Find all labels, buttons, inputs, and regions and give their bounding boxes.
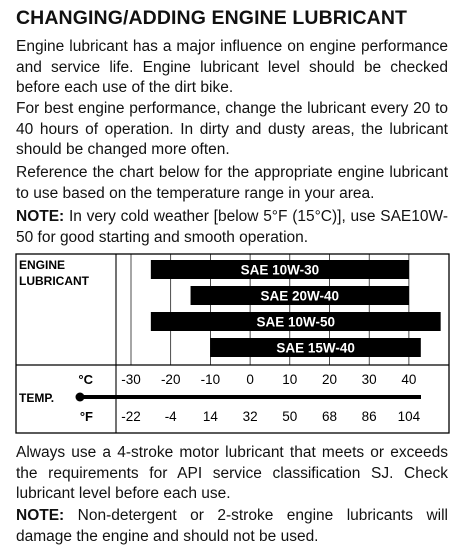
paragraph-lubricant-influence: Engine lubricant has a major influence on engine performance and service life. Engine lubricant level should be checked before each use of the dirt bike. (16, 38, 448, 96)
note-text: In very cold weather [below 5°F (15°C)], use SAE10W-50 for good starting and smooth operation. (16, 208, 448, 246)
celsius-tick: -20 (160, 372, 181, 387)
fahrenheit-tick: -4 (164, 409, 177, 424)
chart-axis (76, 372, 422, 424)
paragraph-api-classification: Always use a 4-stroke motor lubricant that meets or exceeds the requirements for API service classification SJ. Check lubricant level before each use. (16, 444, 448, 502)
lubricant-bar-label: SAE 10W-50 (256, 314, 336, 330)
celsius-tick: 0 (246, 372, 254, 387)
celsius-tick: -30 (121, 372, 141, 387)
celsius-tick: -10 (200, 372, 221, 387)
fahrenheit-unit: °F (79, 409, 93, 424)
fahrenheit-tick: 32 (242, 409, 258, 424)
celsius-unit: °C (78, 372, 93, 387)
celsius-tick: 30 (361, 372, 377, 387)
fahrenheit-tick: 104 (397, 409, 421, 424)
lubricant-label: LUBRICANT (19, 274, 89, 288)
note-label: NOTE: (16, 507, 65, 524)
lubricant-bar-label: SAE 20W-40 (260, 288, 339, 304)
note-text: Non-detergent or 2-stroke engine lubricants will damage the engine and should not be used. (16, 507, 448, 545)
chart-bars (151, 260, 441, 357)
note-non-detergent (16, 506, 448, 547)
paragraph-change-interval: For best engine performance, change the lubricant every 20 to 40 hours of operation. In dirty and dusty areas, the lubricant should be changed more often. (16, 100, 448, 158)
lubricant-bar-label: SAE 15W-40 (276, 340, 355, 356)
engine-label: ENGINE (19, 258, 66, 272)
lubricant-bar-label: SAE 10W-30 (240, 262, 320, 278)
note-label: NOTE: (16, 208, 65, 225)
fahrenheit-tick: -22 (121, 409, 141, 424)
fahrenheit-tick: 68 (321, 409, 338, 424)
celsius-tick: 40 (401, 372, 417, 387)
page-title: CHANGING/ADDING ENGINE LUBRICANT (16, 7, 408, 29)
paragraph-reference-chart: Reference the chart below for the appropriate engine lubricant to use based on the temperature range in your area. (16, 164, 448, 202)
celsius-tick: 20 (321, 372, 338, 387)
fahrenheit-tick: 86 (361, 409, 377, 424)
celsius-tick: 10 (282, 372, 298, 387)
fahrenheit-tick: 14 (202, 409, 218, 424)
fahrenheit-tick: 50 (282, 409, 298, 424)
temp-label: TEMP. (19, 391, 55, 405)
